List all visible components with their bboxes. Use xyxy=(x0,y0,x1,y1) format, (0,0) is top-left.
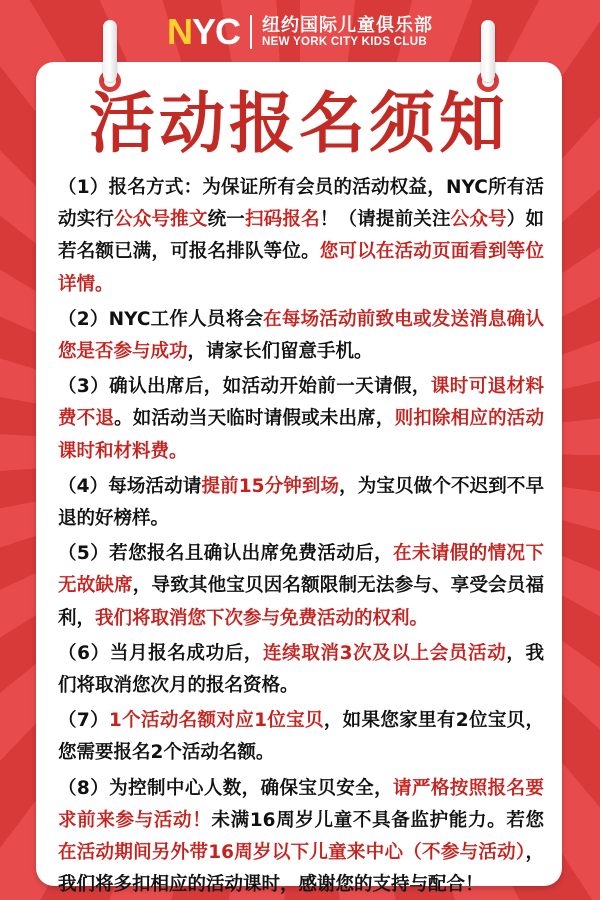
logo-divider xyxy=(250,15,252,49)
binder-pin-icon xyxy=(103,20,117,82)
notice-content xyxy=(58,172,544,900)
notice-item-3: （3）确认出席后，如活动开始前一天请假，课时可退材料费不退。如活动当天临时请假或未出席，则扣除相应的活动课时和材料费。 xyxy=(58,376,544,462)
notice-item-4: （4）每场活动请提前15分钟到场，为宝贝做个不迟到不早退的好榜样。 xyxy=(58,475,544,530)
header xyxy=(0,8,600,56)
notice-item-7: （7）1个活动名额对应1位宝贝，如果您家里有2位宝贝，您需要报名2个活动名额。 xyxy=(58,710,545,764)
notice-item-5: （5）若您报名且确认出席免费活动后，在未请假的情况下无故缺席，导致其他宝贝因名额限制无法参与、享受会员福利，我们将取消您下次参与免费活动的权利。 xyxy=(58,543,544,629)
notice-item-1: （1）报名方式：为保证所有会员的活动权益，NYC所有活动实行公众号推文统一扫码报名！（请提前关注公众号）如若名额已满，可报名排队等位。您可以在活动页面看到等位详情。 xyxy=(58,177,544,295)
notice-item-2: （2）NYC工作人员将会在每场活动前致电或发送消息确认您是否参与成功，请家长们留意手机。 xyxy=(58,308,544,363)
binder-pin-icon xyxy=(481,20,495,82)
page-title: 活动报名须知 xyxy=(89,85,509,162)
nyc-logo: NYC xyxy=(166,11,240,52)
club-name xyxy=(262,16,433,48)
club-name-en: NEW YORK CITY KIDS CLUB xyxy=(262,35,427,48)
notice-item-8: （8）为控制中心人数，确保宝贝安全，请严格按照报名要求前来参与活动！未满16周岁儿童不具备监护能力。若您在活动期间另外带16周岁以下儿童来中心（不参与活动），我们将多扣相应的活动课时，感谢您的支持与配合！ xyxy=(58,777,544,896)
club-name-cn: 纽约国际儿童俱乐部 xyxy=(262,15,433,37)
notice-item-6: （6）当月报名成功后，连续取消3次及以上会员活动，我们将取消您次月的报名资格。 xyxy=(58,642,545,697)
